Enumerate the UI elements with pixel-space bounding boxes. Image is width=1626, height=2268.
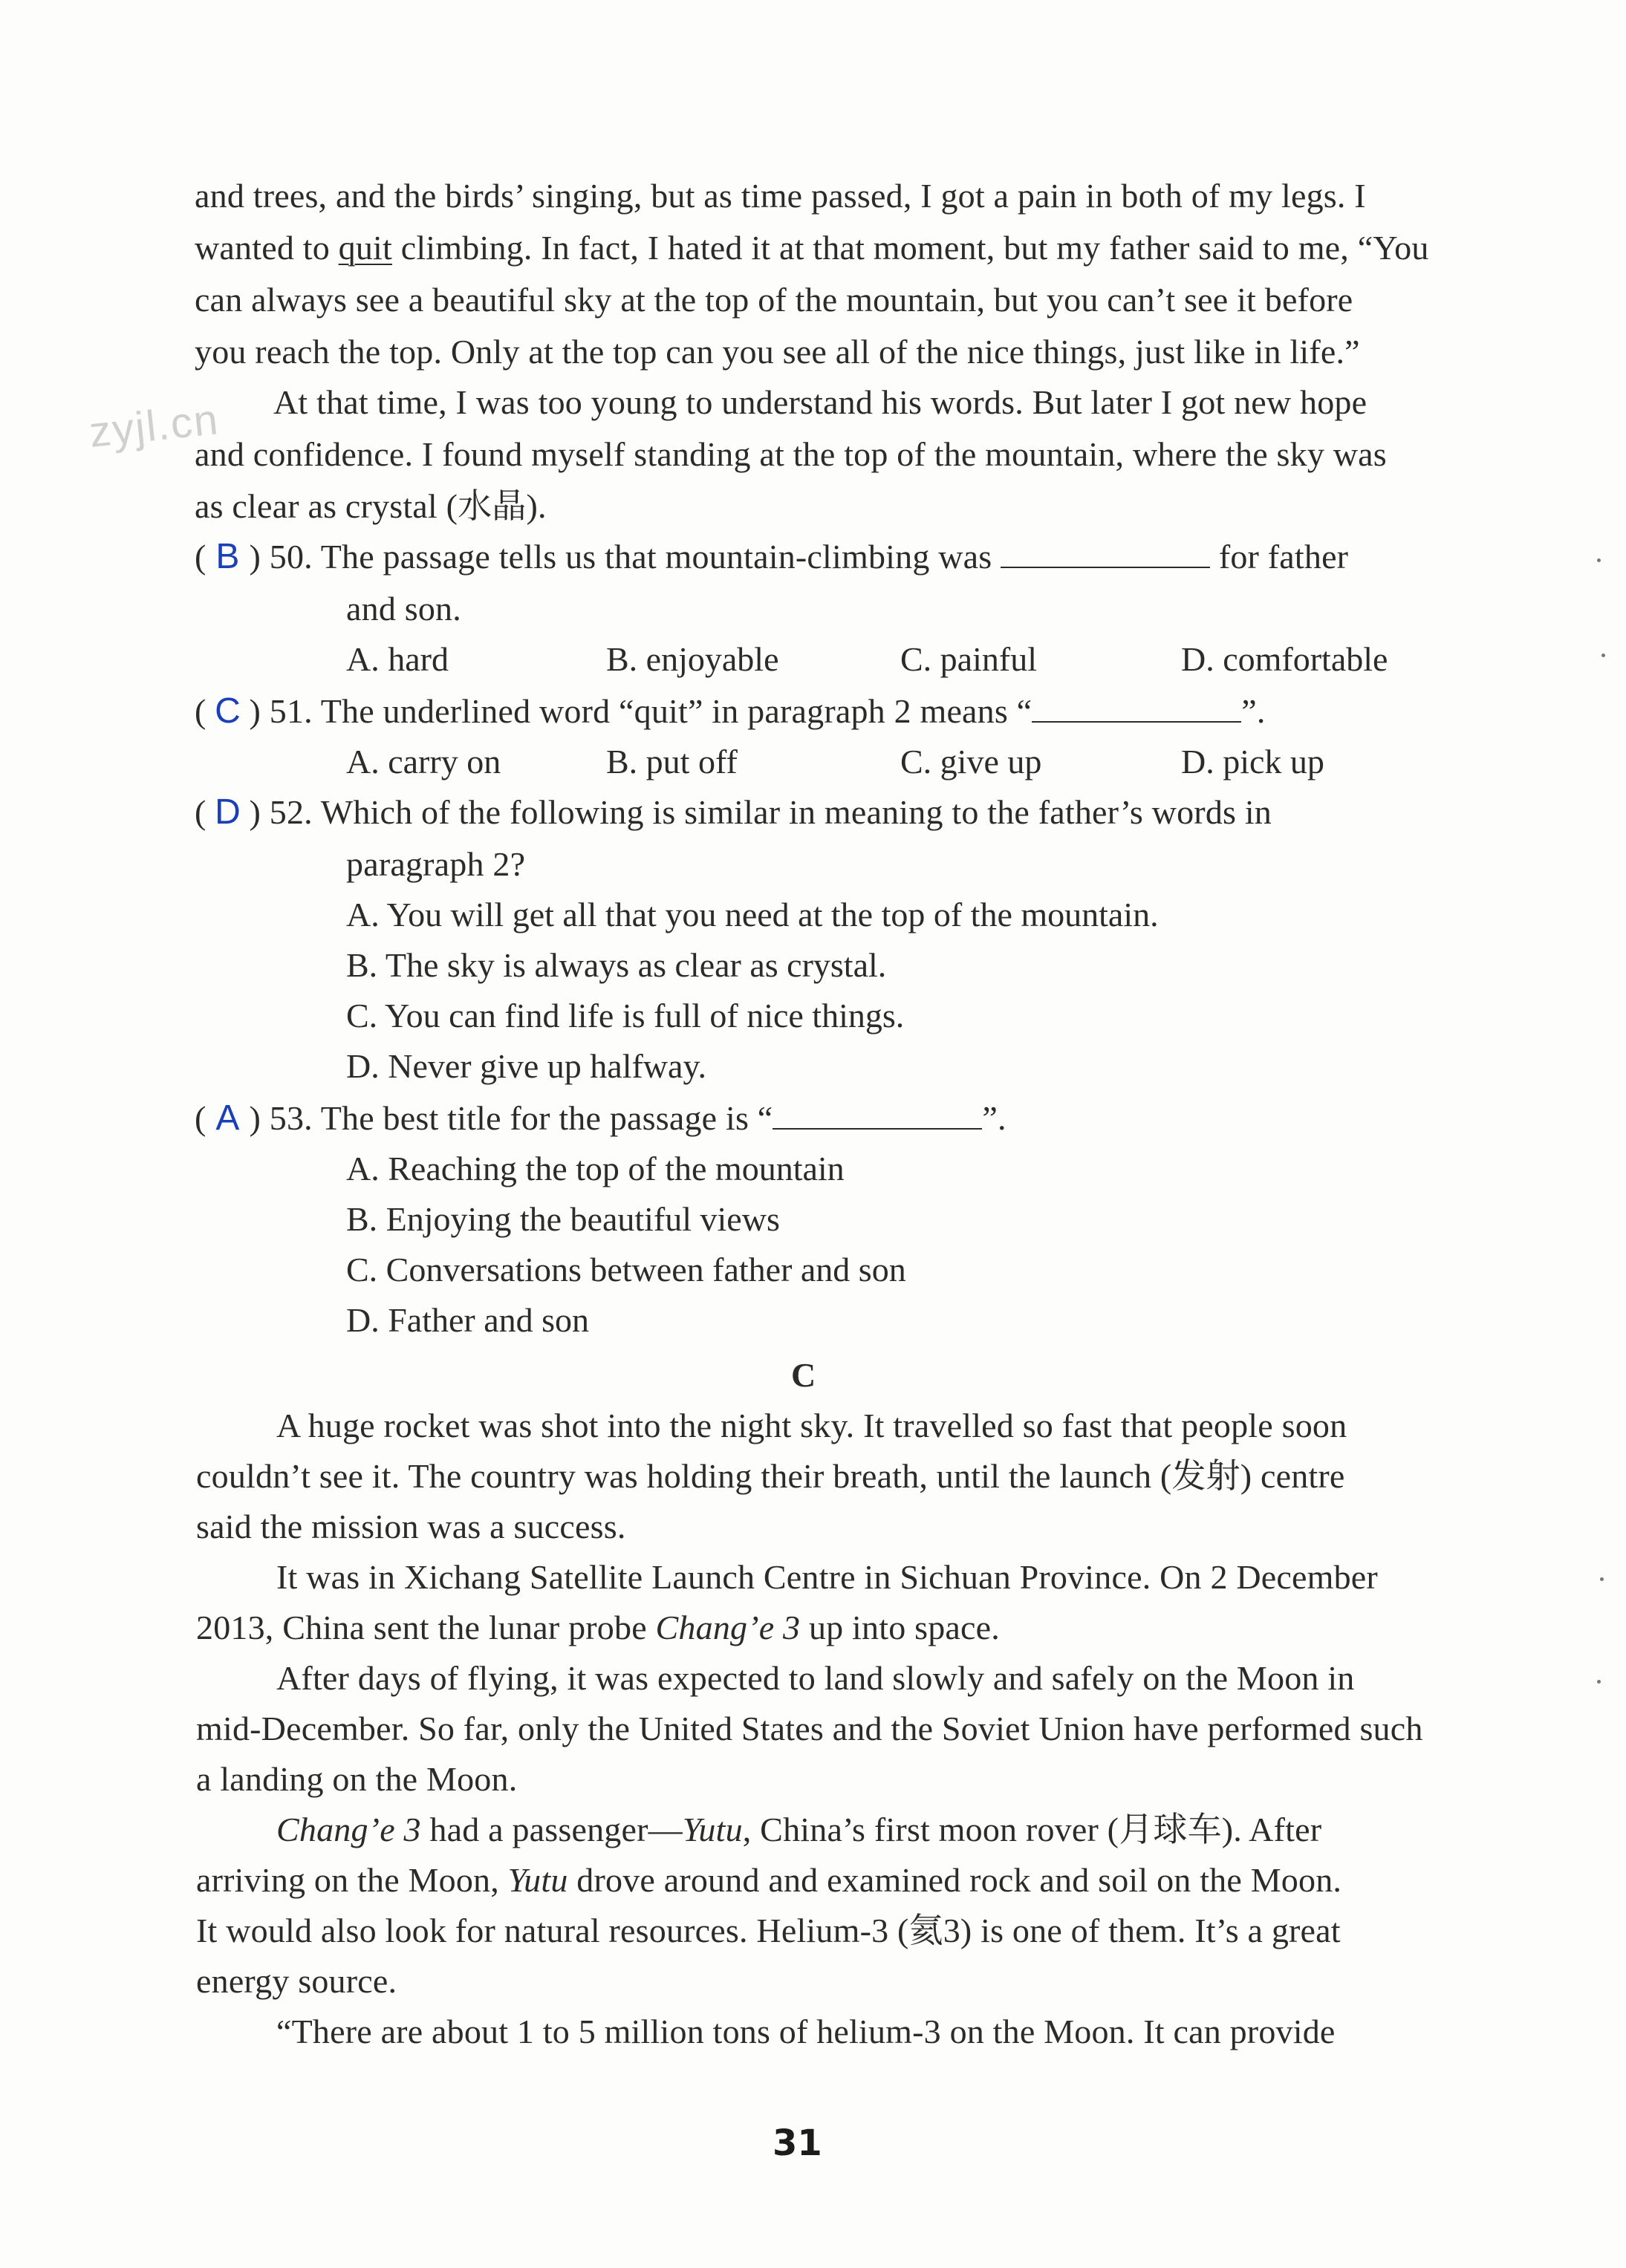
passage-c-line: “There are about 1 to 5 million tons of helium-3 on the Moon. It can provide (276, 2013, 1336, 2050)
answer-blank (1001, 534, 1210, 568)
question-53: ( A ) 53. The best title for the passage is “ ”. (195, 1093, 1007, 1144)
option-50-a: A. hard (346, 640, 449, 678)
answer-blank (1032, 688, 1241, 723)
option-52-c: C. You can find life is full of nice things. (346, 997, 905, 1034)
section-title-c: C (791, 1356, 816, 1394)
option-50-b: B. enjoyable (606, 640, 779, 678)
option-53-b: B. Enjoying the beautiful views (346, 1200, 780, 1238)
passage-c-line: arriving on the Moon, Yutu drove around and examined rock and soil on the Moon. (196, 1861, 1342, 1899)
question-52-cont: paragraph 2? (346, 845, 526, 883)
option-52-b: B. The sky is always as clear as crystal. (346, 946, 887, 984)
passage-c-line: After days of flying, it was expected to land slowly and safely on the Moon in (276, 1659, 1355, 1697)
passage-c-line: energy source. (196, 1962, 397, 2000)
option-53-d: D. Father and son (346, 1301, 590, 1339)
passage-c-line: It would also look for natural resources. Helium-3 (氦3) is one of them. It’s a great (196, 1912, 1341, 1949)
passage-c-line: Chang’e 3 had a passenger—Yutu, China’s first moon rover (月球车). After (276, 1811, 1322, 1848)
option-53-a: A. Reaching the top of the mountain (346, 1150, 845, 1187)
passage-c-line: mid-December. So far, only the United States and the Soviet Union have performed such (196, 1710, 1423, 1747)
passage-c-line: 2013, China sent the lunar probe Chang’e 3 up into space. (196, 1609, 1000, 1646)
scan-speck (1600, 1577, 1604, 1581)
answer-50: B (215, 537, 240, 576)
page-number: 31 (773, 2122, 822, 2164)
answer-53: A (215, 1098, 240, 1138)
option-51-b: B. put off (606, 743, 738, 781)
scan-speck (1597, 558, 1601, 562)
answer-blank (773, 1095, 982, 1130)
option-50-c: C. painful (900, 640, 1037, 678)
passage-line: and confidence. I found myself standing at the top of the mountain, where the sky was (195, 435, 1387, 473)
passage-c-line: said the mission was a success. (196, 1508, 626, 1545)
scan-speck (1597, 1680, 1601, 1684)
passage-line: can always see a beautiful sky at the top of the mountain, but you can’t see it before (195, 281, 1353, 319)
passage-c-line: It was in Xichang Satellite Launch Centre in Sichuan Province. On 2 December (276, 1558, 1378, 1596)
option-52-a: A. You will get all that you need at the top of the mountain. (346, 896, 1159, 933)
passage-line: and trees, and the birds’ singing, but as time passed, I got a pain in both of my legs. I (195, 177, 1366, 215)
answer-51: C (215, 691, 241, 731)
underlined-word-quit: quit (338, 229, 392, 267)
question-50: ( B ) 50. The passage tells us that mountain-climbing was for father (195, 532, 1348, 582)
option-53-c: C. Conversations between father and son (346, 1251, 906, 1288)
passage-c-line: a landing on the Moon. (196, 1760, 518, 1798)
option-50-d: D. comfortable (1181, 640, 1388, 678)
passage-c-line: couldn’t see it. The country was holding their breath, until the launch (发射) centre (196, 1457, 1345, 1495)
option-51-a: A. carry on (346, 743, 501, 781)
passage-line: At that time, I was too young to understand his words. But later I got new hope (273, 383, 1368, 421)
passage-line: as clear as crystal (水晶). (195, 487, 547, 525)
watermark: zyjl.cn (87, 395, 222, 457)
answer-52: D (215, 792, 241, 832)
scan-speck (1601, 654, 1605, 657)
question-50-cont: and son. (346, 590, 461, 628)
question-51: ( C ) 51. The underlined word “quit” in paragraph 2 means “ ”. (195, 686, 1266, 737)
question-52: ( D ) 52. Which of the following is similar in meaning to the father’s words in (195, 787, 1272, 838)
passage-line: wanted to quit climbing. In fact, I hated it at that moment, but my father said to me, “You (195, 229, 1429, 267)
option-52-d: D. Never give up halfway. (346, 1047, 706, 1085)
passage-line: you reach the top. Only at the top can you see all of the nice things, just like in life.” (195, 333, 1360, 371)
option-51-c: C. give up (900, 743, 1042, 781)
option-51-d: D. pick up (1181, 743, 1324, 781)
passage-c-line: A huge rocket was shot into the night sky. It travelled so fast that people soon (276, 1407, 1347, 1444)
